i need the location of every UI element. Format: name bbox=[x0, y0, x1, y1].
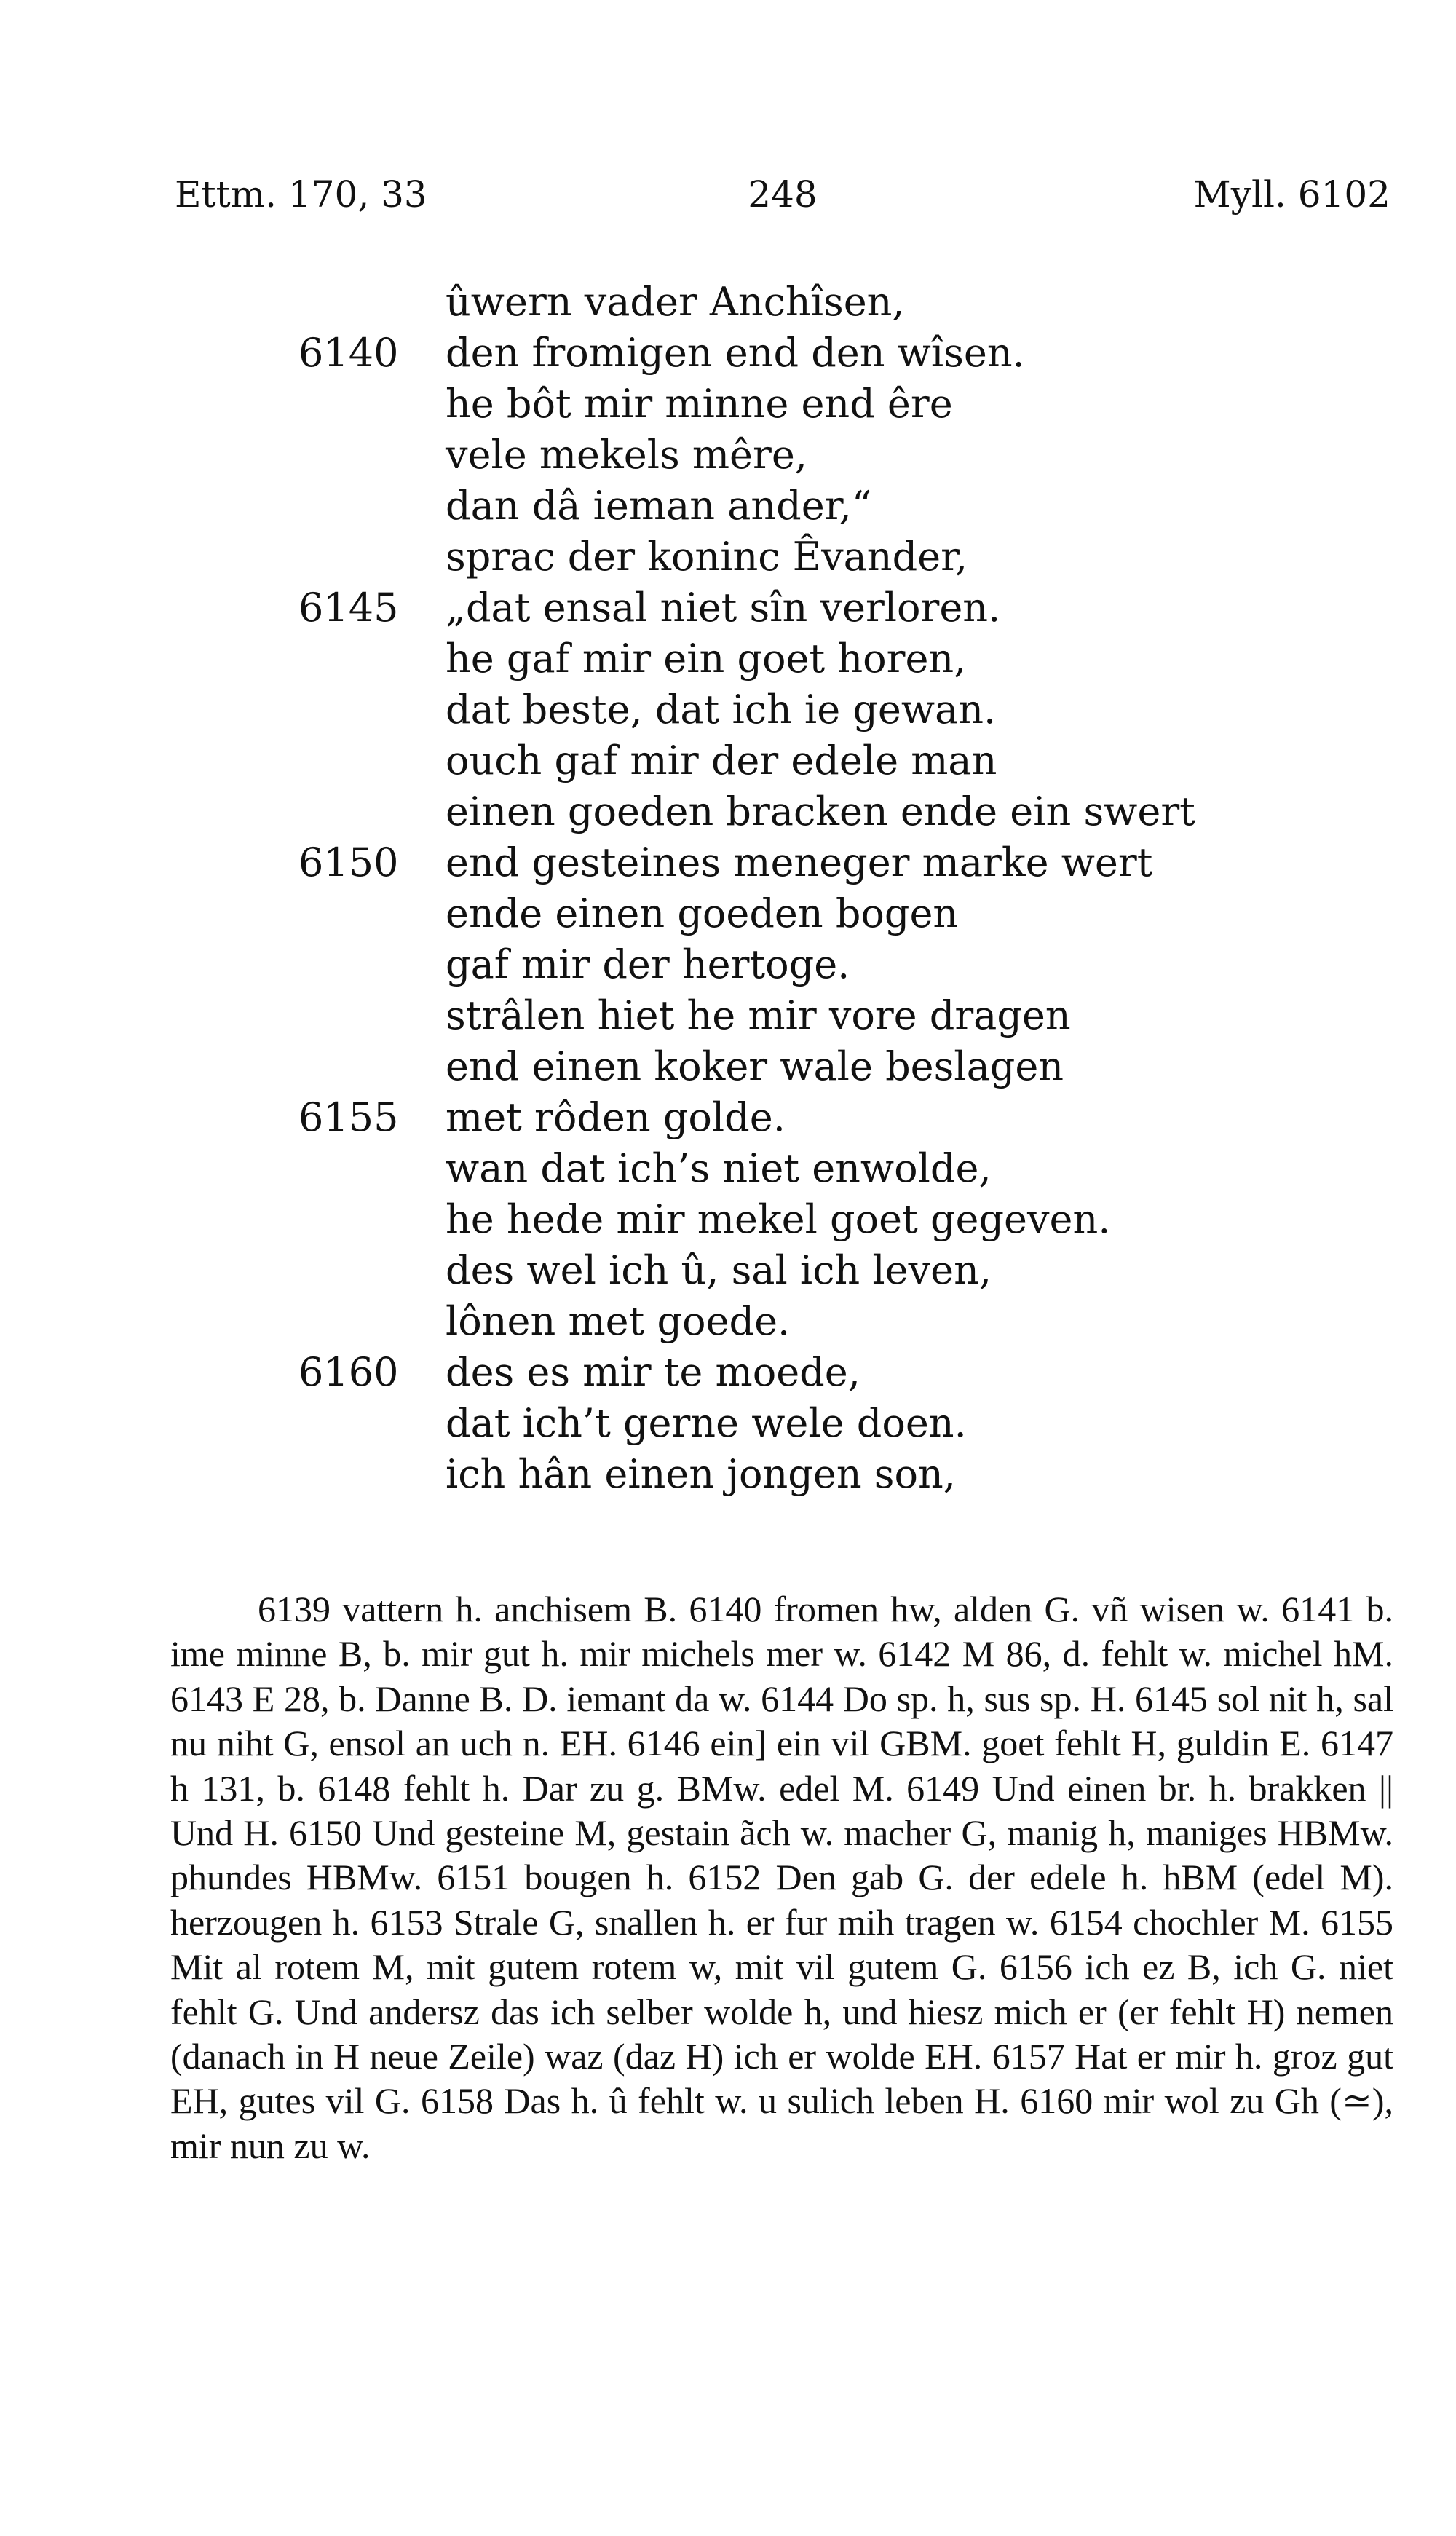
verse-text: dat ich’t gerne wele doen. bbox=[446, 1400, 967, 1446]
verse-line bbox=[0, 735, 1456, 786]
verse-line bbox=[0, 633, 1456, 684]
critical-apparatus bbox=[170, 1587, 1393, 2168]
verse-text-block bbox=[0, 277, 1456, 1500]
page-number: 248 bbox=[748, 173, 818, 216]
apparatus-paragraph: 6139 vattern h. anchisem B. 6140 fromen hw, alden G. vñ wisen w. 6141 b. ime minne B, b. mir gut h. mir michels mer w. 6142 M 86, d. fehlt w. michel hM. 6143 E 28, b. Danne B. D. iemant da w. 6144 Do sp. h, sus sp. H. 6145 sol nit h, sal nu niht G, ensol an uch n. EH. 6146 ein] ein vil GBM. goet fehlt H, guldin E. 6147 h 131, b. 6148 fehlt h. Dar zu g. BMw. edel M. 6149 Und einen br. h. brakken || Und H. 6150 Und gesteine M, gestain ãch w. macher G, manig h, maniges HBMw. phundes HBMw. 6151 bougen h. 6152 Den gab G. der edele h. hBM (edel M). herzougen h. 6153 Strale G, snallen h. er fur mih tragen w. 6154 chochler M. 6155 Mit al rotem M, mit gutem rotem w, mit vil gutem G. 6156 ich ez B, ich G. niet fehlt G. Und andersz das ich selber wolde h, und hiesz mich er (er fehlt H) nemen (danach in H neue Zeile) waz (daz H) ich er wolde EH. 6157 Hat er mir h. groz gut EH, gutes vil G. 6158 Das h. û fehlt w. u sulich leben H. 6160 mir wol zu Gh (≃), mir nun zu w. bbox=[170, 1589, 1393, 2166]
verse-line bbox=[0, 1398, 1456, 1449]
verse-line bbox=[0, 430, 1456, 481]
verse-text: gaf mir der hertoge. bbox=[446, 941, 850, 987]
verse-text: lônen met goede. bbox=[446, 1298, 791, 1344]
verse-text: den fromigen end den wîsen. bbox=[446, 330, 1025, 376]
verse-text: end einen koker wale beslagen bbox=[446, 1043, 1064, 1089]
verse-line bbox=[0, 379, 1456, 430]
verse-line bbox=[0, 1143, 1456, 1194]
verse-line bbox=[0, 888, 1456, 939]
verse-text: des es mir te moede, bbox=[446, 1349, 860, 1395]
verse-text: ich hân einen jongen son, bbox=[446, 1451, 956, 1497]
header-left-reference: Ettm. 170, 33 bbox=[175, 173, 427, 216]
line-number: 6155 bbox=[298, 1094, 399, 1140]
line-number: 6160 bbox=[298, 1349, 399, 1395]
verse-text: ouch gaf mir der edele man bbox=[446, 738, 997, 783]
verse-text: sprac der koninc Êvander, bbox=[446, 534, 968, 580]
verse-line bbox=[0, 481, 1456, 532]
verse-line bbox=[0, 277, 1456, 328]
verse-text: met rôden golde. bbox=[446, 1094, 786, 1140]
verse-text: ûwern vader Anchîsen, bbox=[446, 279, 905, 325]
verse-line bbox=[0, 328, 1456, 379]
verse-text: strâlen hiet he mir vore dragen bbox=[446, 992, 1071, 1038]
header-right-reference: Myll. 6102 bbox=[1193, 173, 1390, 216]
running-header bbox=[175, 169, 1390, 220]
verse-text: end gesteines meneger marke wert bbox=[446, 840, 1153, 885]
verse-line bbox=[0, 1041, 1456, 1092]
verse-line bbox=[0, 1092, 1456, 1143]
verse-line bbox=[0, 1347, 1456, 1398]
verse-text: dan dâ ieman ander,“ bbox=[446, 483, 872, 529]
verse-line bbox=[0, 1194, 1456, 1245]
verse-text: einen goeden bracken ende ein swert bbox=[446, 789, 1195, 834]
verse-line bbox=[0, 1296, 1456, 1347]
verse-line bbox=[0, 837, 1456, 888]
line-number: 6145 bbox=[298, 585, 399, 631]
verse-text: dat beste, dat ich ie gewan. bbox=[446, 687, 997, 732]
verse-text: „dat ensal niet sîn verloren. bbox=[446, 585, 1001, 631]
verse-text: wan dat ich’s niet enwolde, bbox=[446, 1145, 992, 1191]
line-number: 6150 bbox=[298, 840, 399, 885]
verse-line bbox=[0, 532, 1456, 582]
verse-text: he hede mir mekel goet gegeven. bbox=[446, 1196, 1111, 1242]
verse-line bbox=[0, 1245, 1456, 1296]
line-number: 6140 bbox=[298, 330, 399, 376]
verse-line bbox=[0, 582, 1456, 633]
verse-line bbox=[0, 786, 1456, 837]
verse-line bbox=[0, 684, 1456, 735]
verse-line bbox=[0, 1449, 1456, 1500]
verse-text: he gaf mir ein goet horen, bbox=[446, 636, 967, 682]
verse-text: des wel ich û, sal ich leven, bbox=[446, 1247, 992, 1293]
verse-line bbox=[0, 939, 1456, 990]
verse-text: ende einen goeden bogen bbox=[446, 890, 959, 936]
verse-line bbox=[0, 990, 1456, 1041]
verse-text: he bôt mir minne end êre bbox=[446, 381, 953, 427]
verse-text: vele mekels mêre, bbox=[446, 432, 807, 478]
